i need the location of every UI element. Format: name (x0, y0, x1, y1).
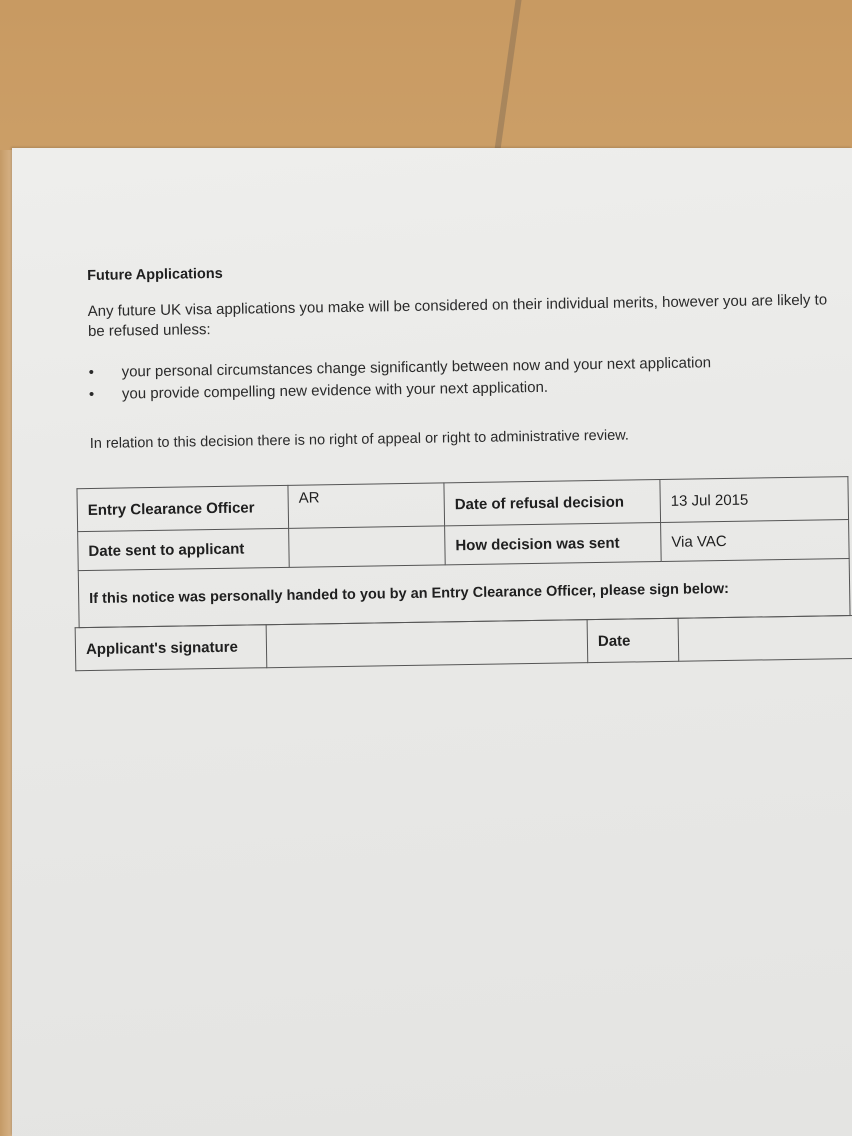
conditions-list (88, 350, 849, 406)
future-applications-paragraph: Any future UK visa applications you make will be considered on their individual merits, however you are likely to be refused unless: (87, 291, 828, 340)
section-heading: Future Applications (87, 265, 223, 284)
applicant-signature-label: Applicant's signature (75, 625, 267, 671)
document-content (87, 256, 852, 671)
entry-clearance-officer-value: AR (288, 483, 445, 528)
signature-date-label: Date (587, 618, 679, 662)
date-sent-value (289, 526, 446, 567)
decision-method-value: Via VAC (661, 520, 850, 562)
floor-tile-grout (494, 0, 521, 150)
refusal-date-label: Date of refusal decision (444, 480, 661, 526)
bullet-icon: • (88, 385, 95, 403)
list-item-text: you provide compelling new evidence with your next application. (121, 378, 549, 403)
entry-clearance-officer-label: Entry Clearance Officer (77, 485, 289, 531)
sign-notice: If this notice was personally handed to you by an Entry Clearance Officer, please sign below: (78, 559, 850, 628)
refusal-date-value: 13 Jul 2015 (660, 477, 849, 523)
floor-edge (0, 150, 12, 1136)
decision-method-label: How decision was sent (445, 523, 662, 565)
bullet-icon: • (88, 363, 95, 381)
appeal-statement: In relation to this decision there is no right of appeal or right to administrative review. (89, 427, 630, 452)
paper-sheet (12, 148, 852, 1136)
date-sent-label: Date sent to applicant (78, 528, 290, 570)
signature-date-field[interactable] (678, 615, 852, 661)
decision-table (76, 476, 850, 628)
applicant-signature-field[interactable] (266, 620, 588, 668)
list-item-text: your personal circumstances change significantly between now and your next application (121, 354, 712, 381)
